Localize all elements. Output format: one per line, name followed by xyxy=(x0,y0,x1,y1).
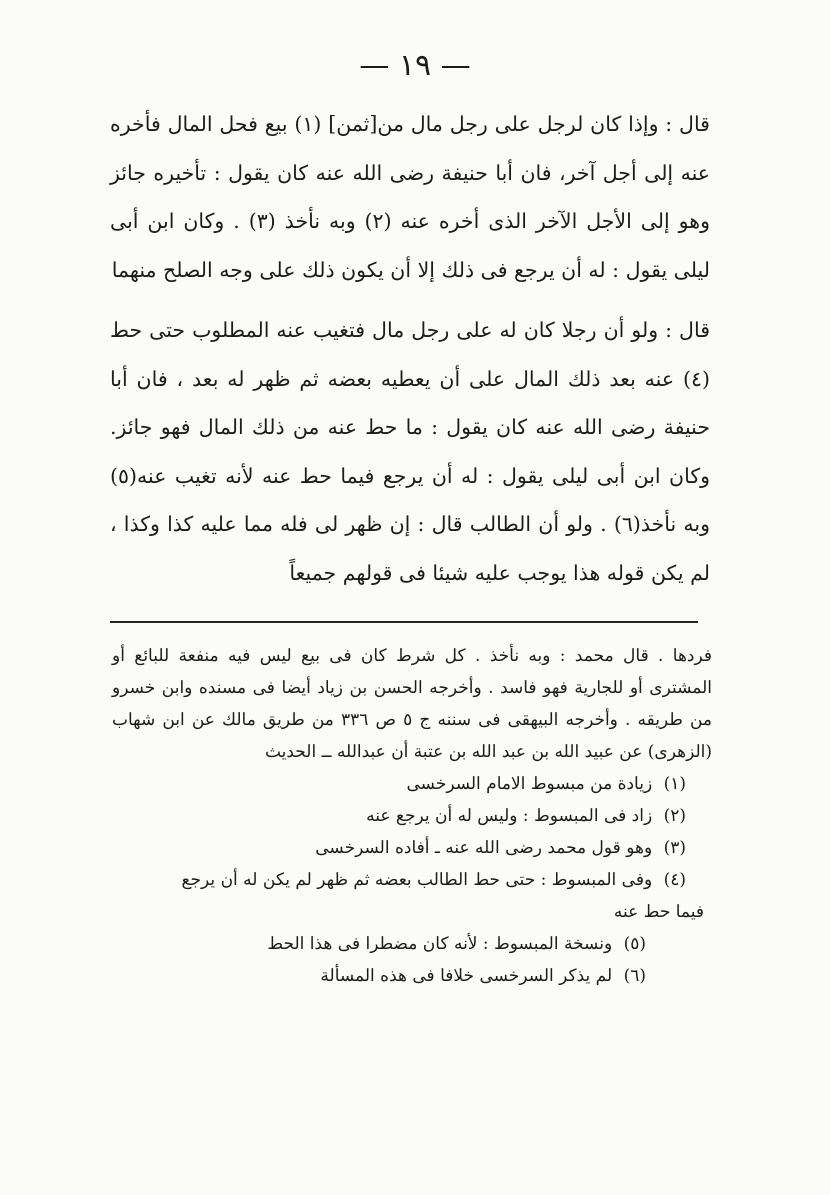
footnote-number: (٦) xyxy=(623,966,646,986)
footnote-number: (٥) xyxy=(623,934,646,954)
footnote-number: (٢) xyxy=(663,806,686,826)
footnotes-section xyxy=(112,640,712,992)
footnote-text: وهو قول محمد رضى الله عنه ـ أفاده السرخسى xyxy=(315,838,653,858)
footnote-number: (٣) xyxy=(663,838,686,858)
footnote-text: ونسخة المبسوط : لأنه كان مضطرا فى هذا الحط xyxy=(267,934,613,954)
footnote-6 xyxy=(112,960,712,992)
footnote-5 xyxy=(112,928,712,960)
footnote-4-continuation: فيما حط عنه xyxy=(613,902,704,922)
main-text xyxy=(110,100,710,609)
footnote-number: (١) xyxy=(663,774,686,794)
footnote-1 xyxy=(112,768,712,800)
paragraph-2: قال : ولو أن رجلا كان له على رجل مال فتغيب عنه المطلوب حتى حط (٤) عنه بعد ذلك المال على أن يعطيه بعضه ثم ظهر له بعد ، فان أبا حنيفة رضى الله عنه كان يقول : ما حط عنه من ذلك المال فهو جائز. وكان ابن أبى ليلى يقول : له أن يرجع فيما حط عنه لأنه تغيب عنه(٥) وبه نأخذ(٦) . ولو أن الطالب قال : إن ظهر لى فله مما عليه كذا وكذا ، لم يكن قوله هذا يوجب عليه شيئا فى قولهم جميعاً xyxy=(110,318,710,585)
footnote-carryover: فردها . قال محمد : وبه نأخذ . كل شرط كان فى بيع ليس فيه منفعة للبائع أو المشترى أو للجارية فهو فاسد . وأخرجه الحسن بن زياد أيضا فى مسنده وابن خسرو من طريقه . وأخرجه البيهقى فى سننه ج ٥ ص ٣٣٦ من طريق مالك عن ابن شهاب (الزهرى) عن عبيد الله بن عبد الله بن عتبة أن عبدالله ــ الحديث xyxy=(112,646,712,762)
footnote-2 xyxy=(112,800,712,832)
footnote-text: وفى المبسوط : حتى حط الطالب بعضه ثم ظهر لم يكن له أن يرجع xyxy=(181,870,653,890)
footnote-list xyxy=(112,768,712,992)
footnote-text: زيادة من مبسوط الامام السرخسى xyxy=(406,774,653,794)
footnote-divider xyxy=(110,621,698,623)
footnote-number: (٤) xyxy=(663,870,686,890)
footnote-4 xyxy=(112,864,712,896)
footnote-text: زاد فى المبسوط : وليس له أن يرجع عنه xyxy=(366,806,653,826)
paragraph-1: قال : وإذا كان لرجل على رجل مال من[ثمن] (١) بيع فحل المال فأخره عنه إلى أجل آخر، فان أبا حنيفة رضى الله عنه كان يقول : تأخيره جائز وهو إلى الأجل الآخر الذى أخره عنه (٢) وبه نأخذ (٣) . وكان ابن أبى ليلى يقول : له أن يرجع فى ذلك إلا أن يكون ذلك على وجه الصلح منهما xyxy=(110,112,710,282)
footnote-3 xyxy=(112,832,712,864)
page-number: — ١٩ — xyxy=(359,48,471,83)
footnote-text: لم يذكر السرخسى خلافا فى هذه المسألة xyxy=(320,966,613,986)
